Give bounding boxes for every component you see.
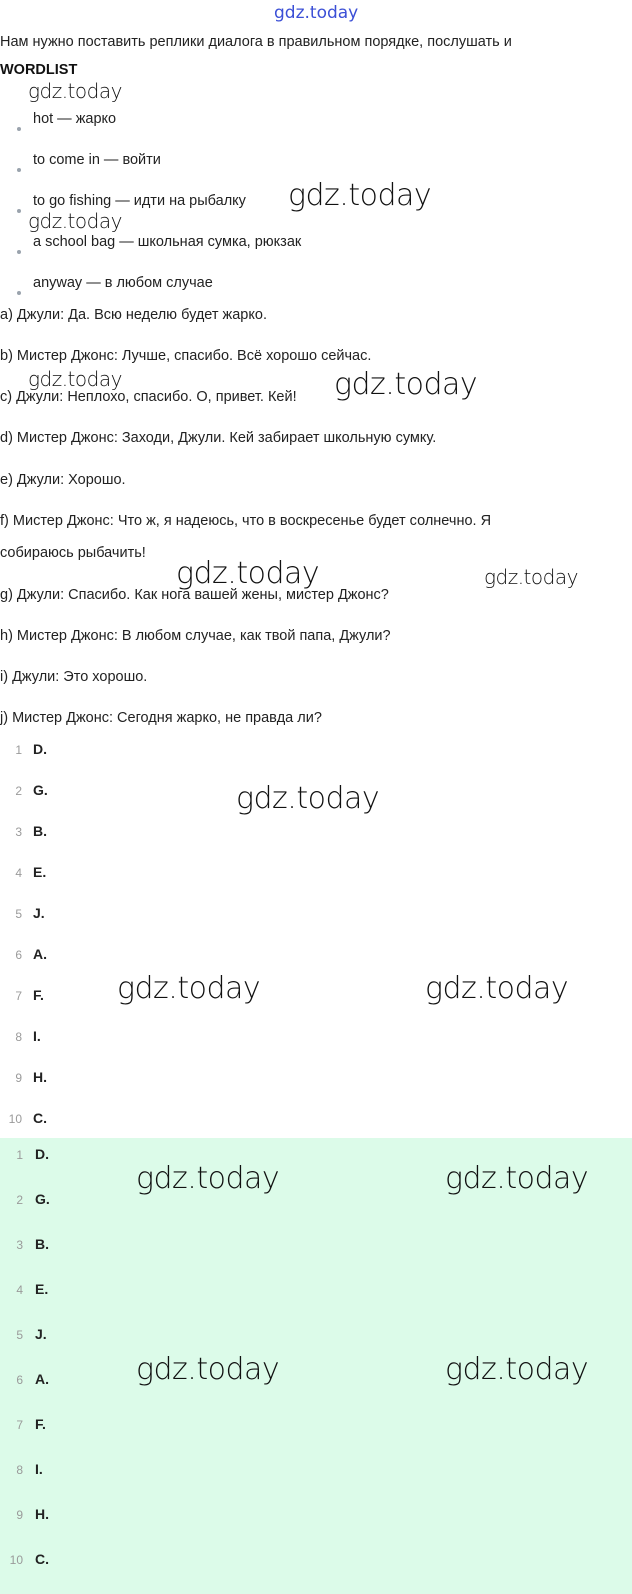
- answer-number: 3: [15, 825, 22, 839]
- bullet: [17, 291, 21, 295]
- dialogue-line: j) Мистер Джонс: Сегодня жарко, не правда ли?: [0, 710, 322, 726]
- wordlist-item: to go fishing — идти на рыбалку: [33, 193, 246, 209]
- header-watermark: gdz.today: [274, 3, 359, 23]
- answer-value: G.: [35, 1191, 50, 1207]
- answer-value: I.: [33, 1028, 41, 1044]
- answer-value: C.: [35, 1551, 49, 1567]
- answer-number: 5: [15, 907, 22, 921]
- answer-value: I.: [35, 1461, 43, 1477]
- answer-number: 6: [15, 948, 22, 962]
- watermark: gdz.today: [334, 367, 478, 402]
- bullet: [17, 127, 21, 131]
- intro-text: Нам нужно поставить реплики диалога в правильном порядке, послушать и: [0, 34, 512, 50]
- watermark: gdz.today: [445, 1161, 589, 1196]
- watermark: gdz.today: [425, 971, 569, 1006]
- watermark: gdz.today: [484, 565, 578, 589]
- dialogue-line: g) Джули: Спасибо. Как нога вашей жены, мистер Джонс?: [0, 587, 389, 603]
- dialogue-line: f) Мистер Джонс: Что ж, я надеюсь, что в воскресенье будет солнечно. Я: [0, 513, 492, 529]
- wordlist-item: anyway — в любом случае: [33, 275, 213, 291]
- answer-number: 10: [8, 1112, 22, 1126]
- answer-number: 10: [9, 1553, 23, 1567]
- watermark: gdz.today: [28, 79, 122, 103]
- answer-value: J.: [35, 1326, 47, 1342]
- wordlist-item: a school bag — школьная сумка, рюкзак: [33, 234, 302, 250]
- wordlist-heading: WORDLIST: [0, 62, 78, 78]
- answer-value: A.: [33, 946, 47, 962]
- watermark: gdz.today: [28, 209, 122, 233]
- answer-value: J.: [33, 905, 45, 921]
- answer-number: 1: [16, 1148, 23, 1162]
- watermark: gdz.today: [117, 971, 261, 1006]
- answer-number: 8: [16, 1463, 23, 1477]
- answer-number: 1: [15, 743, 22, 757]
- answer-number: 2: [15, 784, 22, 798]
- answer-value: F.: [33, 987, 44, 1003]
- dialogue-line: собираюсь рыбачить!: [0, 545, 146, 561]
- answer-number: 4: [15, 866, 22, 880]
- answer-number: 9: [16, 1508, 23, 1522]
- answer-value: B.: [33, 823, 47, 839]
- dialogue-line: i) Джули: Это хорошо.: [0, 669, 148, 685]
- watermark: gdz.today: [136, 1161, 280, 1196]
- dialogue-line: a) Джули: Да. Всю неделю будет жарко.: [0, 307, 267, 323]
- answer-value: E.: [35, 1281, 49, 1297]
- answer-value: C.: [33, 1110, 47, 1126]
- dialogue-line: h) Мистер Джонс: В любом случае, как твой папа, Джули?: [0, 628, 391, 644]
- answer-number: 7: [15, 989, 22, 1003]
- answer-value: G.: [33, 782, 48, 798]
- answer-value: D.: [33, 741, 47, 757]
- answer-value: E.: [33, 864, 47, 880]
- watermark: gdz.today: [445, 1352, 589, 1387]
- wordlist-item: hot — жарко: [33, 111, 117, 127]
- watermark: gdz.today: [288, 178, 432, 213]
- answer-number: 8: [15, 1030, 22, 1044]
- answer-number: 7: [16, 1418, 23, 1432]
- answer-value: D.: [35, 1146, 49, 1162]
- dialogue-line: b) Мистер Джонс: Лучше, спасибо. Всё хорошо сейчас.: [0, 348, 372, 364]
- answer-value: H.: [33, 1069, 47, 1085]
- bullet: [17, 209, 21, 213]
- watermark: gdz.today: [176, 556, 320, 591]
- bullet: [17, 250, 21, 254]
- wordlist-item: to come in — войти: [33, 152, 161, 168]
- watermark: gdz.today: [236, 781, 380, 816]
- answer-number: 4: [16, 1283, 23, 1297]
- watermark: gdz.today: [28, 367, 122, 391]
- dialogue-line: c) Джули: Неплохо, спасибо. О, привет. Кей!: [0, 389, 297, 405]
- answer-value: B.: [35, 1236, 49, 1252]
- answer-number: 2: [16, 1193, 23, 1207]
- answer-number: 3: [16, 1238, 23, 1252]
- watermark: gdz.today: [136, 1352, 280, 1387]
- answer-value: F.: [35, 1416, 46, 1432]
- bullet: [17, 168, 21, 172]
- answer-value: A.: [35, 1371, 49, 1387]
- answer-value: H.: [35, 1506, 49, 1522]
- dialogue-line: d) Мистер Джонс: Заходи, Джули. Кей забирает школьную сумку.: [0, 430, 437, 446]
- answer-number: 5: [16, 1328, 23, 1342]
- answer-number: 6: [16, 1373, 23, 1387]
- dialogue-line: e) Джули: Хорошо.: [0, 472, 126, 488]
- answer-number: 9: [15, 1071, 22, 1085]
